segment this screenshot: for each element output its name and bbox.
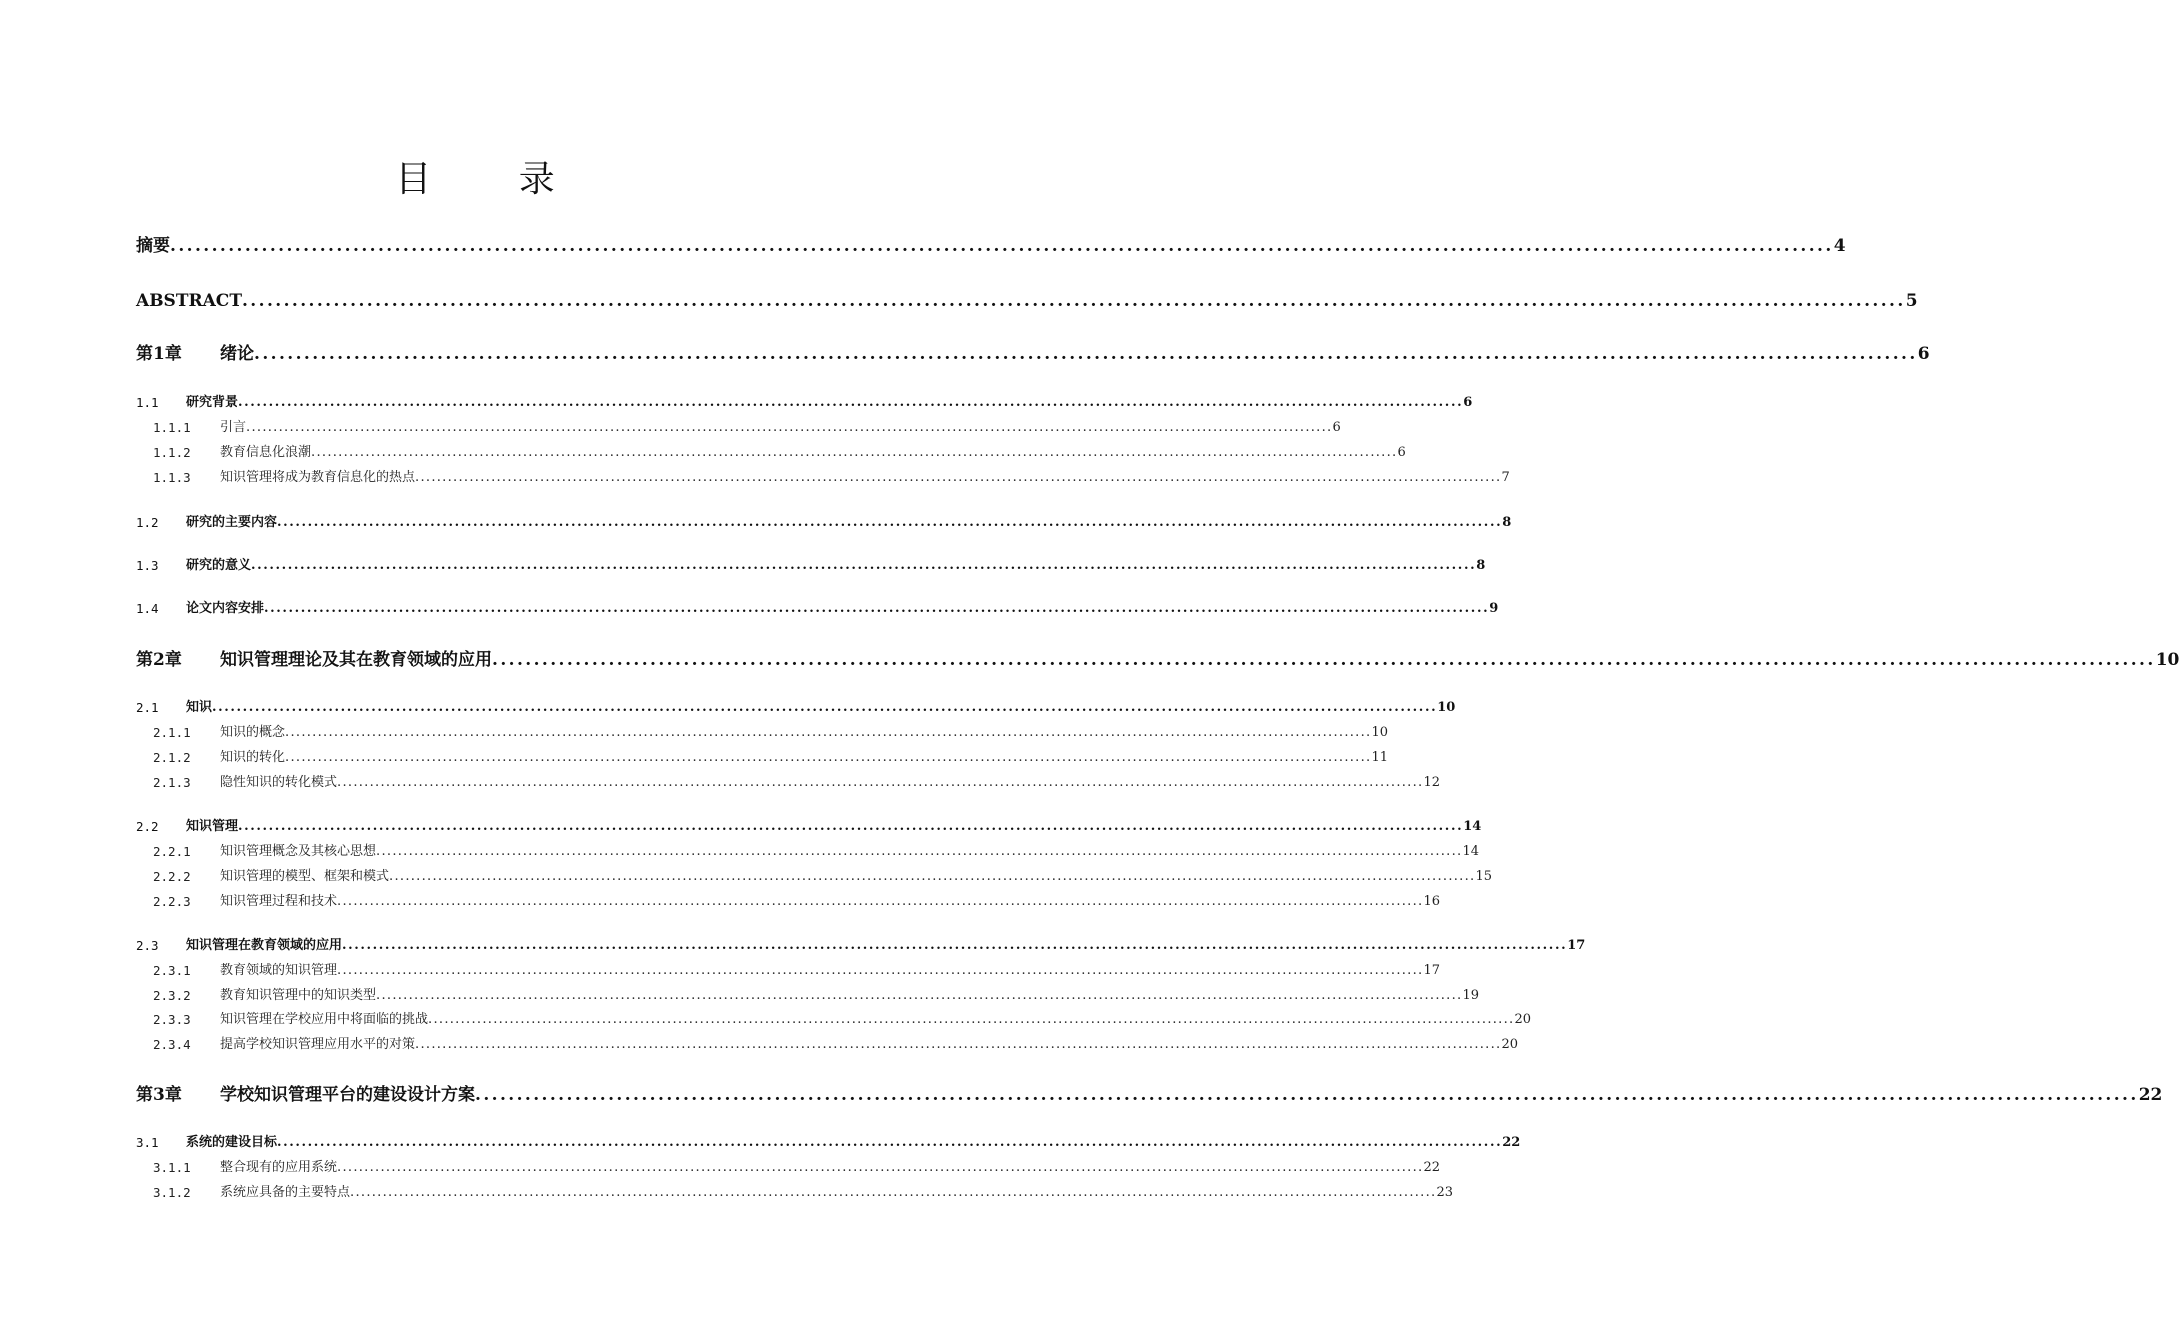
- toc-entry[interactable]: [153, 860, 1493, 884]
- toc-entry-title: 引言: [220, 420, 247, 435]
- toc-entry[interactable]: [136, 287, 1918, 311]
- toc-dot-leader: ........................................................................................................................................................................................................: [251, 558, 1477, 573]
- toc-entry-number: 2.3.1: [153, 963, 191, 978]
- toc-entry-title: 系统应具备的主要特点: [220, 1185, 351, 1200]
- toc-entry-title: 知识管理理论及其在教育领域的应用: [220, 650, 492, 670]
- toc-entry-page: 8: [1476, 558, 1486, 573]
- toc-entry[interactable]: [153, 1028, 1519, 1052]
- toc-entry-page: 11: [1371, 750, 1389, 765]
- toc-entry[interactable]: [136, 340, 1930, 364]
- toc-entry-number: 2.1.3: [153, 775, 191, 790]
- toc-entry-page: 15: [1475, 869, 1493, 884]
- toc-entry-page: 20: [1501, 1037, 1519, 1052]
- toc-dot-leader: ........................................................................................................................................................................................................: [311, 445, 1398, 460]
- toc-entry-number: 2.2: [136, 819, 159, 834]
- toc-entry-title: 提高学校知识管理应用水平的对策: [220, 1037, 416, 1052]
- toc-entry-page: 17: [1423, 963, 1441, 978]
- toc-dot-leader: ........................................................................................................................................................................................................: [337, 775, 1424, 790]
- toc-entry[interactable]: [153, 1151, 1441, 1175]
- toc-entry[interactable]: [153, 1176, 1454, 1200]
- toc-dot-leader: ........................................................................................................................................................................................................: [277, 515, 1503, 530]
- toc-entry-title: 教育领域的知识管理: [220, 963, 338, 978]
- toc-entry[interactable]: [153, 461, 1510, 485]
- toc-dot-leader: ........................................................................................................................................................................................................: [170, 236, 1834, 256]
- toc-entry-title: 知识管理的模型、框架和模式: [220, 869, 390, 884]
- toc-entry-title: 知识管理将成为教育信息化的热点: [220, 470, 416, 485]
- toc-entry-page: 19: [1462, 988, 1480, 1003]
- toc-entry-number: 1.1: [136, 395, 159, 410]
- toc-entry-number: 1.4: [136, 601, 159, 616]
- toc-entry-number: 2.2.2: [153, 869, 191, 884]
- toc-entry[interactable]: [136, 549, 1486, 573]
- toc-entry-title: 学校知识管理平台的建设设计方案: [220, 1085, 475, 1105]
- toc-entry-number: 2.1.2: [153, 750, 191, 765]
- toc-entry-page: 7: [1501, 470, 1510, 485]
- toc-dot-leader: ........................................................................................................................................................................................................: [350, 1185, 1437, 1200]
- toc-entry-number: 2.1.1: [153, 725, 191, 740]
- toc-entry-title: 整合现有的应用系统: [220, 1160, 338, 1175]
- toc-entry-number: 1.3: [136, 558, 159, 573]
- toc-entry-number: 2.1: [136, 700, 159, 715]
- toc-entry-page: 6: [1463, 395, 1473, 410]
- toc-entry-page: 9: [1489, 601, 1499, 616]
- toc-entry-number: 2.3.3: [153, 1012, 191, 1027]
- toc-dot-leader: ........................................................................................................................................................................................................: [285, 750, 1372, 765]
- toc-entry[interactable]: [136, 386, 1473, 410]
- toc-dot-leader: ........................................................................................................................................................................................................: [376, 844, 1463, 859]
- toc-entry[interactable]: [153, 885, 1441, 909]
- toc-entry-page: 22: [2138, 1085, 2163, 1105]
- toc-entry[interactable]: [136, 1081, 2163, 1105]
- toc-dot-leader: ........................................................................................................................................................................................................: [428, 1012, 1515, 1027]
- toc-entry-page: 6: [1917, 344, 1930, 364]
- toc-entry-title: 知识: [186, 700, 213, 715]
- toc-dot-leader: ........................................................................................................................................................................................................: [415, 470, 1502, 485]
- toc-entry-number: 1.2: [136, 515, 159, 530]
- toc-entry-number: 2.3.4: [153, 1037, 191, 1052]
- toc-entry-number: 1.1.1: [153, 420, 191, 435]
- toc-entry-title: 知识管理过程和技术: [220, 894, 338, 909]
- toc-entry-title: 知识管理在学校应用中将面临的挑战: [220, 1012, 429, 1027]
- toc-entry-page: 8: [1502, 515, 1512, 530]
- toc-entry-number: 1.1.3: [153, 470, 191, 485]
- toc-entry[interactable]: [136, 810, 1482, 834]
- toc-dot-leader: ........................................................................................................................................................................................................: [238, 819, 1464, 834]
- toc-entry[interactable]: [136, 506, 1512, 530]
- toc-dot-leader: ........................................................................................................................................................................................................: [342, 938, 1568, 953]
- toc-entry-title: 教育知识管理中的知识类型: [220, 988, 377, 1003]
- toc-entry-number: 第1章: [136, 344, 182, 364]
- toc-entry-page: 20: [1514, 1012, 1532, 1027]
- toc-entry-page: 10: [1437, 700, 1456, 715]
- toc-entry-page: 14: [1463, 819, 1482, 834]
- toc-entry-title: 知识管理在教育领域的应用: [186, 938, 343, 953]
- toc-entry-number: 2.3: [136, 938, 159, 953]
- toc-entry-number: 3.1.2: [153, 1185, 191, 1200]
- toc-entry-title: 知识的转化: [220, 750, 286, 765]
- toc-entry-number: 2.2.1: [153, 844, 191, 859]
- toc-entry-page: 16: [1423, 894, 1441, 909]
- toc-entry-title: 绪论: [220, 344, 254, 364]
- toc-entry-title: 系统的建设目标: [186, 1135, 278, 1150]
- toc-entry-page: 23: [1436, 1185, 1454, 1200]
- toc-entry-title: 研究的意义: [186, 558, 252, 573]
- toc-entry-page: 4: [1833, 236, 1846, 256]
- toc-entry-title: 知识管理概念及其核心思想: [220, 844, 377, 859]
- toc-entry-number: 3.1.1: [153, 1160, 191, 1175]
- toc-dot-leader: ........................................................................................................................................................................................................: [337, 963, 1424, 978]
- toc-dot-leader: ........................................................................................................................................................................................................: [264, 601, 1490, 616]
- toc-entry-title: ABSTRACT: [136, 291, 242, 311]
- toc-entry-number: 2.3.2: [153, 988, 191, 1003]
- toc-entry-title: 摘要: [136, 236, 170, 256]
- toc-entry[interactable]: [153, 741, 1389, 765]
- toc-dot-leader: ........................................................................................................................................................................................................: [376, 988, 1463, 1003]
- toc-entry[interactable]: [136, 592, 1499, 616]
- toc-entry-page: 12: [1423, 775, 1441, 790]
- toc-dot-leader: ........................................................................................................................................................................................................: [238, 395, 1464, 410]
- toc-entry[interactable]: [153, 954, 1441, 978]
- toc-entry-page: 6: [1397, 445, 1406, 460]
- toc-entry-page: 22: [1423, 1160, 1441, 1175]
- toc-entry[interactable]: [153, 411, 1341, 435]
- toc-entry-number: 1.1.2: [153, 445, 191, 460]
- toc-entry-title: 研究的主要内容: [186, 515, 278, 530]
- toc-dot-leader: ........................................................................................................................................................................................................: [475, 1085, 2139, 1105]
- toc-dot-leader: ........................................................................................................................................................................................................: [415, 1037, 1502, 1052]
- toc-entry[interactable]: [153, 716, 1389, 740]
- toc-entry-page: 17: [1567, 938, 1586, 953]
- toc-entry-title: 隐性知识的转化模式: [220, 775, 338, 790]
- toc-entry[interactable]: [136, 232, 1846, 256]
- toc-dot-leader: ........................................................................................................................................................................................................: [241, 291, 1906, 311]
- toc-entry[interactable]: [153, 835, 1480, 859]
- toc-entry-page: 10: [2155, 650, 2179, 670]
- toc-entry[interactable]: [153, 979, 1480, 1003]
- toc-entry-number: 第2章: [136, 650, 182, 670]
- toc-entry-title: 论文内容安排: [186, 601, 265, 616]
- toc-entry-title: 研究背景: [186, 395, 239, 410]
- toc-dot-leader: ........................................................................................................................................................................................................: [389, 869, 1476, 884]
- toc-dot-leader: ........................................................................................................................................................................................................: [246, 420, 1333, 435]
- toc-entry[interactable]: [136, 691, 1456, 715]
- page-title: 目 录: [395, 159, 593, 200]
- toc-entry-title: 教育信息化浪潮: [220, 445, 312, 460]
- toc-dot-leader: ........................................................................................................................................................................................................: [277, 1135, 1503, 1150]
- toc-dot-leader: ........................................................................................................................................................................................................: [492, 650, 2156, 670]
- toc-entry-page: 5: [1905, 291, 1918, 311]
- toc-entry-number: 第3章: [136, 1085, 182, 1105]
- toc-entry-title: 知识的概念: [220, 725, 286, 740]
- toc-entry-page: 22: [1502, 1135, 1521, 1150]
- toc-entry-number: 3.1: [136, 1135, 159, 1150]
- toc-dot-leader: ........................................................................................................................................................................................................: [254, 344, 1918, 364]
- toc-entry[interactable]: [136, 646, 2179, 670]
- toc-entry[interactable]: [136, 1126, 1521, 1150]
- toc-dot-leader: ........................................................................................................................................................................................................: [285, 725, 1372, 740]
- toc-entry[interactable]: [136, 929, 1586, 953]
- toc-entry-page: 6: [1332, 420, 1341, 435]
- toc-entry-page: 14: [1462, 844, 1480, 859]
- toc-dot-leader: ........................................................................................................................................................................................................: [212, 700, 1438, 715]
- toc-dot-leader: ........................................................................................................................................................................................................: [337, 1160, 1424, 1175]
- toc-entry-title: 知识管理: [186, 819, 239, 834]
- toc-entry-number: 2.2.3: [153, 894, 191, 909]
- toc-entry-page: 10: [1371, 725, 1389, 740]
- toc-entry[interactable]: [153, 766, 1441, 790]
- toc-dot-leader: ........................................................................................................................................................................................................: [337, 894, 1424, 909]
- toc-entry[interactable]: [153, 1003, 1532, 1027]
- toc-entry[interactable]: [153, 436, 1406, 460]
